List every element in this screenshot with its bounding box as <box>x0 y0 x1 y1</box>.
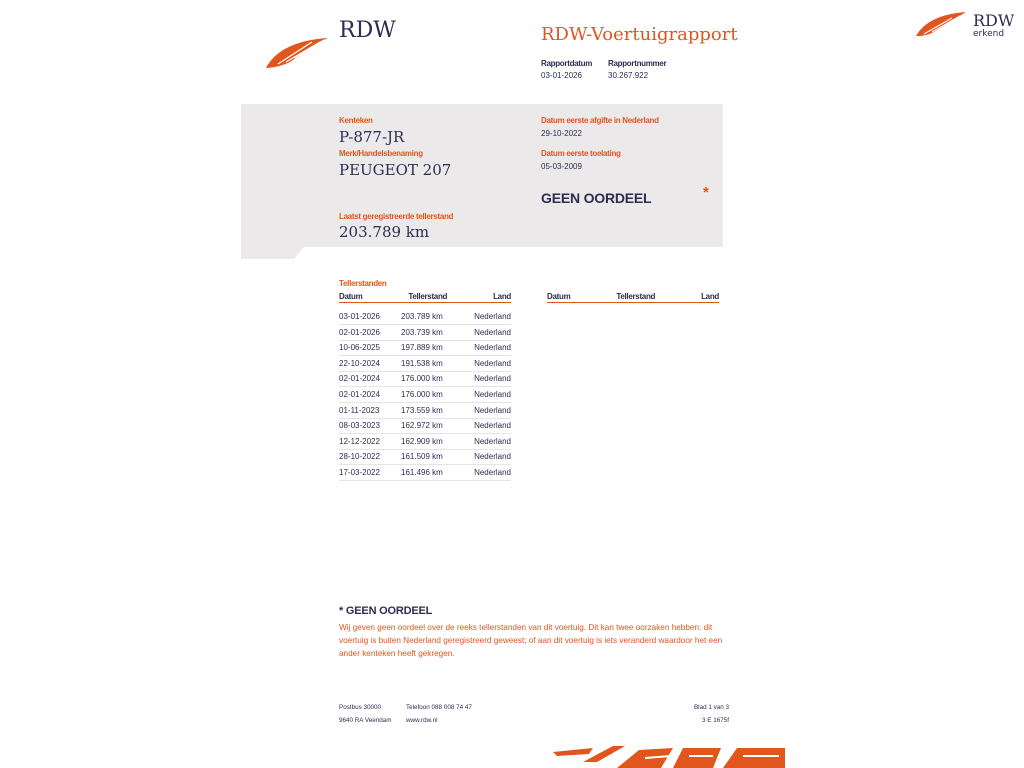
table-row <box>339 341 511 356</box>
column-header-country: Land <box>701 292 719 301</box>
table-row <box>339 326 511 341</box>
row-country: Nederland <box>474 312 511 321</box>
report-number-label: Rapportnummer <box>608 59 667 68</box>
plate-label: Kenteken <box>339 116 373 125</box>
row-date: 02-01-2026 <box>339 327 380 337</box>
row-country: Nederland <box>474 327 511 337</box>
row-reading: 176.000 km <box>401 389 443 399</box>
footer-page-number: Blad 1 van 3 <box>693 704 729 711</box>
report-date-label: Rapportdatum <box>541 59 593 68</box>
column-header-country: Land <box>493 292 511 301</box>
report-number: 30.267.922 <box>608 71 649 80</box>
row-country: Nederland <box>474 452 511 462</box>
row-reading: 176.000 km <box>401 374 443 384</box>
row-reading: 173.559 km <box>401 405 443 415</box>
table-row <box>339 388 511 403</box>
row-reading: 191.538 km <box>401 358 443 368</box>
first-nl-label: Datum eerste afgifte in Nederland <box>541 116 659 125</box>
odometer-table-title: Tellerstanden <box>339 279 387 288</box>
table-header-right <box>547 292 719 303</box>
footer-document-code: 3 E 1675f <box>702 717 729 724</box>
row-date: 02-01-2024 <box>339 374 380 384</box>
vehicle-info-panel <box>241 104 723 259</box>
row-country: Nederland <box>474 358 511 368</box>
row-reading: 162.909 km <box>401 436 443 446</box>
table-row <box>339 357 511 372</box>
odometer-table-left <box>339 292 511 481</box>
brand-name: RDW <box>339 18 396 43</box>
column-header-date: Datum <box>339 292 363 301</box>
column-header-reading: Tellerstand <box>616 292 656 301</box>
first-nl-value: 29-10-2022 <box>541 129 582 138</box>
rdw-logo-feather-icon <box>264 34 330 70</box>
footnote-title: * GEEN OORDEEL <box>339 605 433 617</box>
table-row <box>339 310 511 325</box>
row-date: 02-01-2024 <box>339 389 380 399</box>
row-date: 03-01-2026 <box>339 312 380 321</box>
footer-address-line1: Postbus 30000 <box>339 704 382 711</box>
report-date: 03-01-2026 <box>541 71 582 80</box>
footer-phone: Telefoon 088 008 74 47 <box>406 704 472 711</box>
row-country: Nederland <box>474 389 511 399</box>
row-country: Nederland <box>474 343 511 353</box>
first-admission-value: 05-03-2009 <box>541 162 582 171</box>
table-row <box>339 372 511 387</box>
table-row <box>339 404 511 419</box>
row-date: 10-06-2025 <box>339 343 380 353</box>
column-header-reading: Tellerstand <box>408 292 448 301</box>
row-country: Nederland <box>474 421 511 431</box>
table-row <box>339 419 511 434</box>
row-reading: 161.509 km <box>401 452 443 462</box>
footer-address-line2: 9640 RA Veendam <box>339 717 392 724</box>
row-reading: 203.739 km <box>401 327 443 337</box>
verdict-status: GEEN OORDEEL <box>541 190 652 206</box>
row-date: 17-03-2022 <box>339 467 380 477</box>
table-row <box>339 435 511 450</box>
rdw-erkend-feather-icon <box>914 10 968 40</box>
row-country: Nederland <box>474 436 511 446</box>
odometer-table-right <box>547 292 719 303</box>
row-country: Nederland <box>474 467 511 477</box>
erkend-brand: RDW <box>973 11 1015 30</box>
row-date: 01-11-2023 <box>339 405 380 415</box>
report-title: RDW-Voertuigrapport <box>541 24 738 45</box>
table-row <box>339 450 511 465</box>
odometer-table-rows <box>339 310 511 481</box>
first-admission-label: Datum eerste toelating <box>541 149 621 158</box>
row-reading: 203.789 km <box>401 312 443 321</box>
table-header <box>339 292 511 303</box>
table-row <box>339 466 511 481</box>
verdict-footnote-marker: * <box>703 184 709 201</box>
column-header-date: Datum <box>547 292 571 301</box>
make-label: Merk/Handelsbenaming <box>339 149 423 158</box>
odometer-label: Laatst geregistreerde tellerstand <box>339 212 454 221</box>
make-value: PEUGEOT 207 <box>339 161 452 179</box>
row-date: 22-10-2024 <box>339 358 380 368</box>
erkend-subtitle: erkend <box>973 29 1005 39</box>
footer-decorative-stripes <box>553 744 785 768</box>
row-reading: 162.972 km <box>401 421 443 431</box>
row-reading: 161.496 km <box>401 467 443 477</box>
odometer-value: 203.789 km <box>339 223 430 241</box>
row-country: Nederland <box>474 374 511 384</box>
row-date: 08-03-2023 <box>339 421 380 431</box>
footer-website: www.rdw.nl <box>406 717 438 724</box>
row-reading: 197.889 km <box>401 343 443 353</box>
plate-value: P-877-JR <box>339 128 405 146</box>
row-country: Nederland <box>474 405 511 415</box>
row-date: 28-10-2022 <box>339 452 380 462</box>
row-date: 12-12-2022 <box>339 436 380 446</box>
footnote-text: Wij geven geen oordeel over de reeks tellerstanden van dit voertuig. Dit kan twee oorzaken hebben: dit voertuig is buiten Nederland geregistreerd geweest; of aan dit voertuig is iets veranderd waardoor het een ander kenteken heeft gekregen. <box>339 623 723 658</box>
